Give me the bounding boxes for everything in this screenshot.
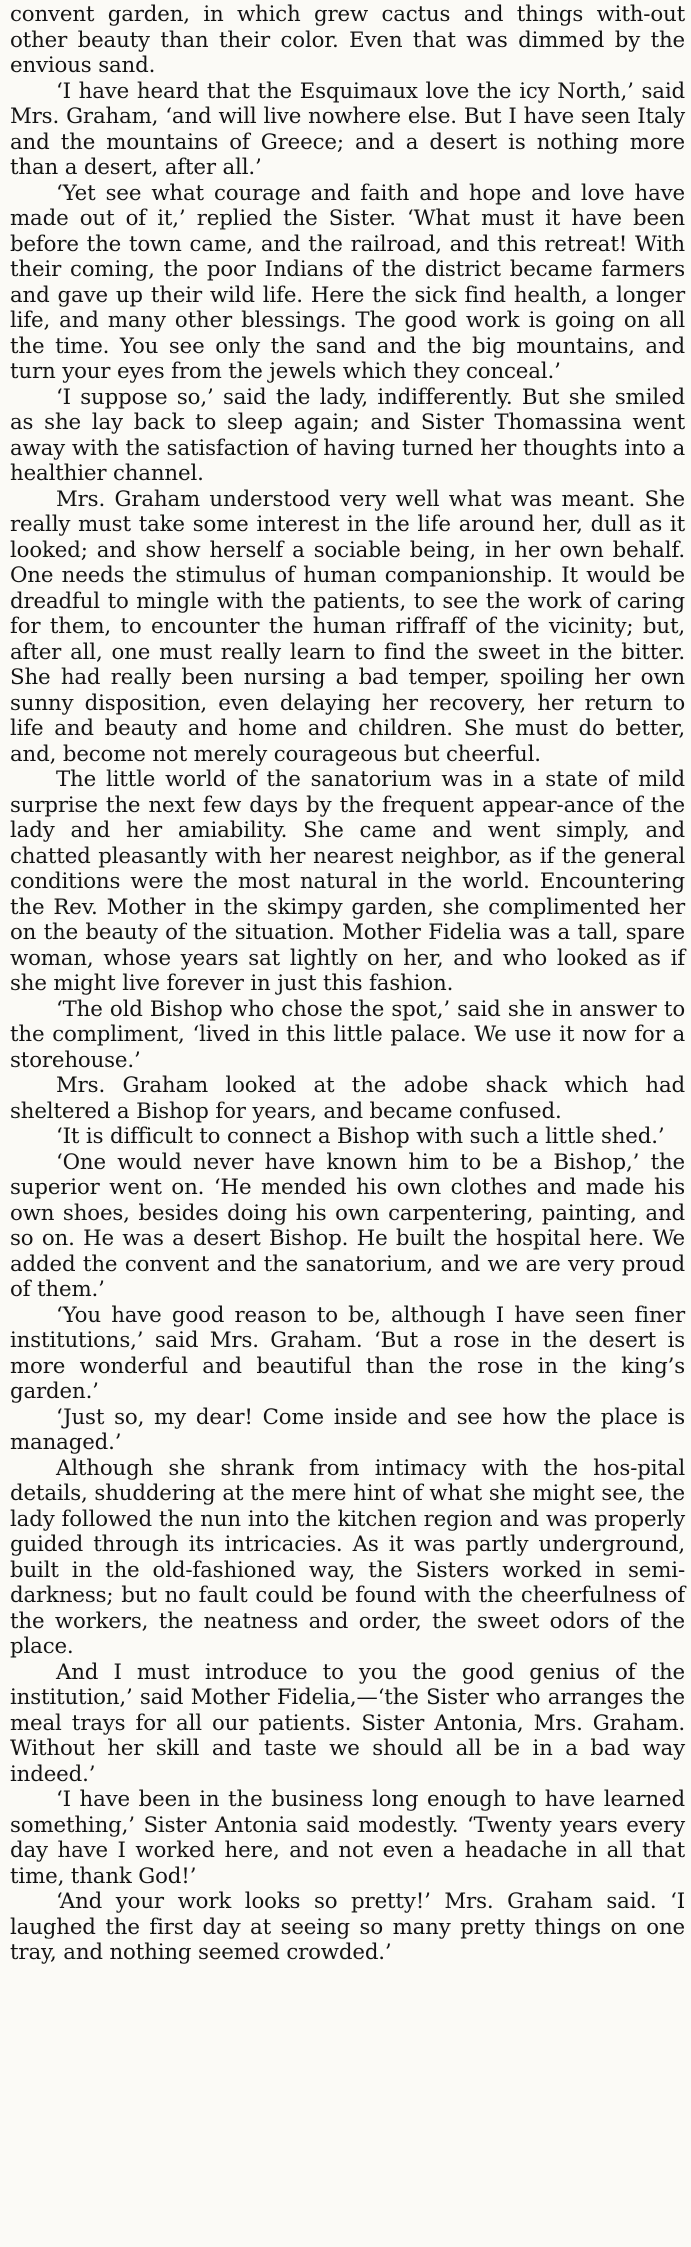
- paragraph: ‘The old Bishop who chose the spot,’ said she in answer to the compliment, ‘lived in this little palace. We use it now for a storehouse.’: [10, 996, 685, 1073]
- paragraph: Although she shrank from intimacy with the hos-pital details, shuddering at the mere hint of what she might see, the lady followed the nun into the kitchen region and was properly guided through its intricacies. As it was partly underground, built in the old-fashioned way, the Sisters worked in semi-darkness; but no fault could be found with the cheerfulness of the workers, the neatness and order, the sweet odors of the place.: [10, 1455, 685, 1659]
- paragraph: ‘And your work looks so pretty!’ Mrs. Graham said. ‘I laughed the first day at seeing so many pretty things on one tray, and nothing seemed crowded.’: [10, 1889, 685, 1965]
- paragraph: ‘It is difficult to connect a Bishop with such a little shed.’: [56, 1124, 665, 1149]
- paragraph: ‘I have been in the business long enough to have learned something,’ Sister Antonia said modestly. ‘Twenty years every day have I worked here, and not even a headache in all that time, thank God!’: [10, 1787, 685, 1889]
- paragraph: ‘Yet see what courage and faith and hope and love have made out of it,’ replied the Sister. ‘What must it have been before the town came, and the railroad, and this retreat! With their coming, the poor Indians of the district became farmers and gave up their wild life. Here the sick find health, a longer life, and many other blessings. The good work is going on all the time. You see only the sand and the big mountains, and turn your eyes from the jewels which they conceal.’: [10, 180, 685, 384]
- paragraph: ‘You have good reason to be, although I have seen finer institutions,’ said Mrs. Graham. ‘But a rose in the desert is more wonderful and beautiful than the rose in the king’s garden.’: [10, 1302, 685, 1404]
- paragraph: ‘I suppose so,’ said the lady, indifferently. But she smiled as she lay back to sleep again; and Sister Thomassina went away with the satisfaction of having turned her thoughts into a healthier channel.: [10, 384, 685, 486]
- paragraph: Mrs. Graham looked at the adobe shack which had sheltered a Bishop for years, and became confused.: [10, 1073, 685, 1124]
- paragraph: Mrs. Graham understood very well what was meant. She really must take some interest in the life around her, dull as it looked; and show herself a sociable being, in her own behalf. One needs the stimulus of human companionship. It would be dreadful to mingle with the patients, to see the work of caring for them, to encounter the human riffraff of the vicinity; but, after all, one must really learn to find the sweet in the bitter. She had really been nursing a bad temper, spoiling her own sunny disposition, even delaying her recovery, her return to life and beauty and home and children. She must do better, and, become not merely courageous but cheerful.: [10, 486, 685, 767]
- paragraph: ‘Just so, my dear! Come inside and see how the place is managed.’: [10, 1404, 685, 1455]
- article-text: [10, 2, 685, 1966]
- paragraph: convent garden, in which grew cactus and things with-out other beauty than their color. Even that was dimmed by the envious sand.: [10, 2, 685, 78]
- paragraph: The little world of the sanatorium was in a state of mild surprise the next few days by the frequent appear-ance of the lady and her amiability. She came and went simply, and chatted pleasantly with her nearest neighbor, as if the general conditions were the most natural in the world. Encountering the Rev. Mother in the skimpy garden, she complimented her on the beauty of the situation. Mother Fidelia was a tall, spare woman, whose years sat lightly on her, and who looked as if she might live forever in just this fashion.: [10, 767, 685, 996]
- paragraph: And I must introduce to you the good genius of the institution,’ said Mother Fidelia,—‘the Sister who arranges the meal trays for all our patients. Sister Antonia, Mrs. Graham. Without her skill and taste we should all be in a bad way indeed.’: [10, 1659, 685, 1787]
- paragraph: ‘I have heard that the Esquimaux love the icy North,’ said Mrs. Graham, ‘and will live nowhere else. But I have seen Italy and the mountains of Greece; and a desert is nothing more than a desert, after all.’: [10, 78, 685, 180]
- paragraph: ‘One would never have known him to be a Bishop,’ the superior went on. ‘He mended his own clothes and made his own shoes, besides doing his own carpentering, painting, and so on. He was a desert Bishop. He built the hospital here. We added the convent and the sanatorium, and we are very proud of them.’: [10, 1149, 685, 1302]
